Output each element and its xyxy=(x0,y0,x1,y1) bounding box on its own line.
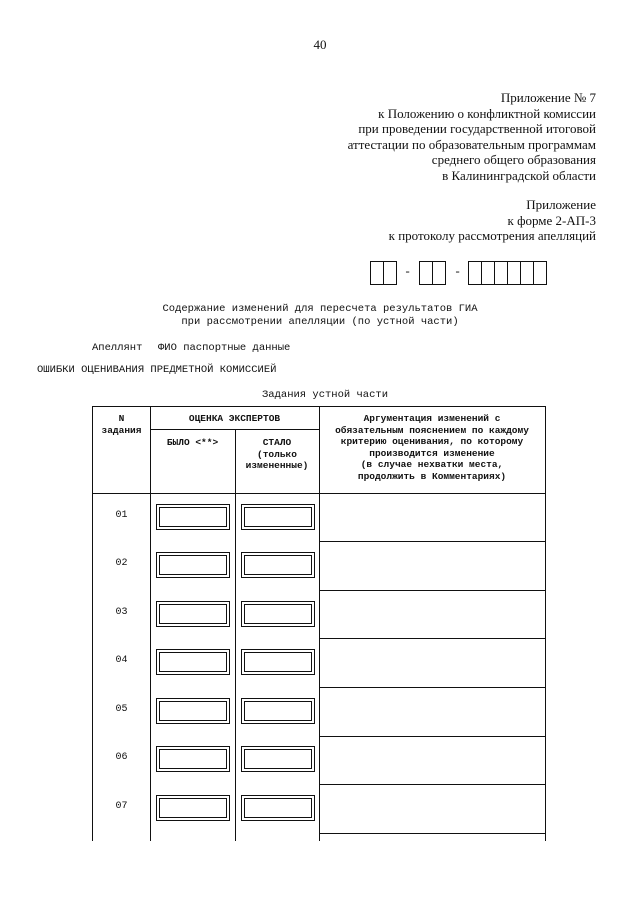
appendix-main-line: в Калининградской области xyxy=(442,167,596,183)
code-cell[interactable] xyxy=(432,261,446,285)
score-was-field[interactable] xyxy=(156,552,230,578)
score-was-field[interactable] xyxy=(156,649,230,675)
score-became-field[interactable] xyxy=(241,504,315,530)
appendix-main-line: среднего общего образования xyxy=(431,152,596,168)
table-divider xyxy=(150,429,319,430)
task-number: 04 xyxy=(115,655,128,666)
appendix-form xyxy=(389,197,596,244)
appendix-form-line: к протоколу рассмотрения апелляций xyxy=(388,228,596,244)
header-argumentation xyxy=(319,413,545,482)
argument-field[interactable] xyxy=(320,785,545,833)
oral-tasks-table xyxy=(92,406,546,841)
score-became-field[interactable] xyxy=(241,601,315,627)
code-cell[interactable] xyxy=(494,261,508,285)
task-number: 07 xyxy=(115,801,128,812)
appendix-main xyxy=(348,90,596,184)
score-became-field[interactable] xyxy=(241,649,315,675)
tasks-title: Задания устной части xyxy=(261,389,389,401)
header-line: задания xyxy=(101,424,142,436)
argument-field[interactable] xyxy=(320,737,545,784)
code-cell[interactable] xyxy=(481,261,495,285)
code-separator: - xyxy=(454,265,462,279)
appendix-main-line: при проведении государственной итоговой xyxy=(358,121,596,137)
appellant-label: Апеллянт xyxy=(92,342,143,354)
score-became-field[interactable] xyxy=(241,552,315,578)
table-divider xyxy=(235,430,236,841)
header-line: критерию оценивания, по которому xyxy=(340,436,524,447)
argument-field[interactable] xyxy=(320,639,545,687)
appellant-row xyxy=(92,342,291,354)
appendix-main-line: аттестации по образовательным программам xyxy=(347,136,596,152)
header-line: производится изменение xyxy=(369,447,495,459)
header-line: N xyxy=(118,413,125,424)
code-cell[interactable] xyxy=(383,261,397,285)
appendix-form-line: к форме 2-АП-3 xyxy=(507,212,596,228)
code-cell[interactable] xyxy=(533,261,547,285)
score-was-field[interactable] xyxy=(156,601,230,627)
heading-line: Содержание изменений для пересчета результатов ГИА xyxy=(162,303,478,315)
score-became-field[interactable] xyxy=(241,698,315,724)
header-line: (в случае нехватки места, xyxy=(360,459,504,470)
header-became xyxy=(235,437,319,472)
header-was: БЫЛО <**> xyxy=(166,437,219,448)
page-number: 40 xyxy=(313,37,327,52)
heading-line: при рассмотрении апелляции (по устной части) xyxy=(181,315,459,328)
argument-field[interactable] xyxy=(320,688,545,736)
argument-field[interactable] xyxy=(320,542,545,590)
header-line: Аргументация изменений с xyxy=(363,413,501,424)
score-became-field[interactable] xyxy=(241,795,315,821)
code-separator: - xyxy=(404,265,412,279)
header-line: измененные) xyxy=(245,460,309,471)
code-cell[interactable] xyxy=(419,261,433,285)
task-number: 01 xyxy=(115,510,128,521)
code-cell[interactable] xyxy=(468,261,482,285)
score-was-field[interactable] xyxy=(156,795,230,821)
appendix-main-line: Приложение № 7 xyxy=(500,90,596,105)
header-line: продолжить в Комментариях) xyxy=(357,470,507,482)
header-line: СТАЛО xyxy=(262,437,292,448)
score-was-field[interactable] xyxy=(156,698,230,724)
header-line: обязательным пояснением по каждому xyxy=(335,424,529,436)
code-cell[interactable] xyxy=(507,261,521,285)
header-experts-score: ОЦЕНКА ЭКСПЕРТОВ xyxy=(188,413,281,424)
argument-field[interactable] xyxy=(320,494,545,541)
table-divider xyxy=(319,833,545,834)
argument-field[interactable] xyxy=(320,591,545,638)
appendix-main-line: к Положению о конфликтной комиссии xyxy=(378,105,596,121)
task-number: 06 xyxy=(115,752,128,763)
task-number: 02 xyxy=(115,558,128,569)
appendix-form-line: Приложение xyxy=(526,197,596,212)
task-number: 05 xyxy=(115,704,128,715)
appellant-fio: ФИО паспортные данные xyxy=(158,342,291,354)
header-task-number xyxy=(93,413,150,436)
table-divider xyxy=(150,407,151,841)
section-title: ОШИБКИ ОЦЕНИВАНИЯ ПРЕДМЕТНОЙ КОМИССИЕЙ xyxy=(37,364,277,376)
document-heading xyxy=(0,303,640,328)
header-line: (только xyxy=(257,448,297,460)
score-was-field[interactable] xyxy=(156,746,230,772)
score-was-field[interactable] xyxy=(156,504,230,530)
code-cell[interactable] xyxy=(370,261,384,285)
code-cell[interactable] xyxy=(520,261,534,285)
task-number: 03 xyxy=(115,607,128,618)
score-became-field[interactable] xyxy=(241,746,315,772)
